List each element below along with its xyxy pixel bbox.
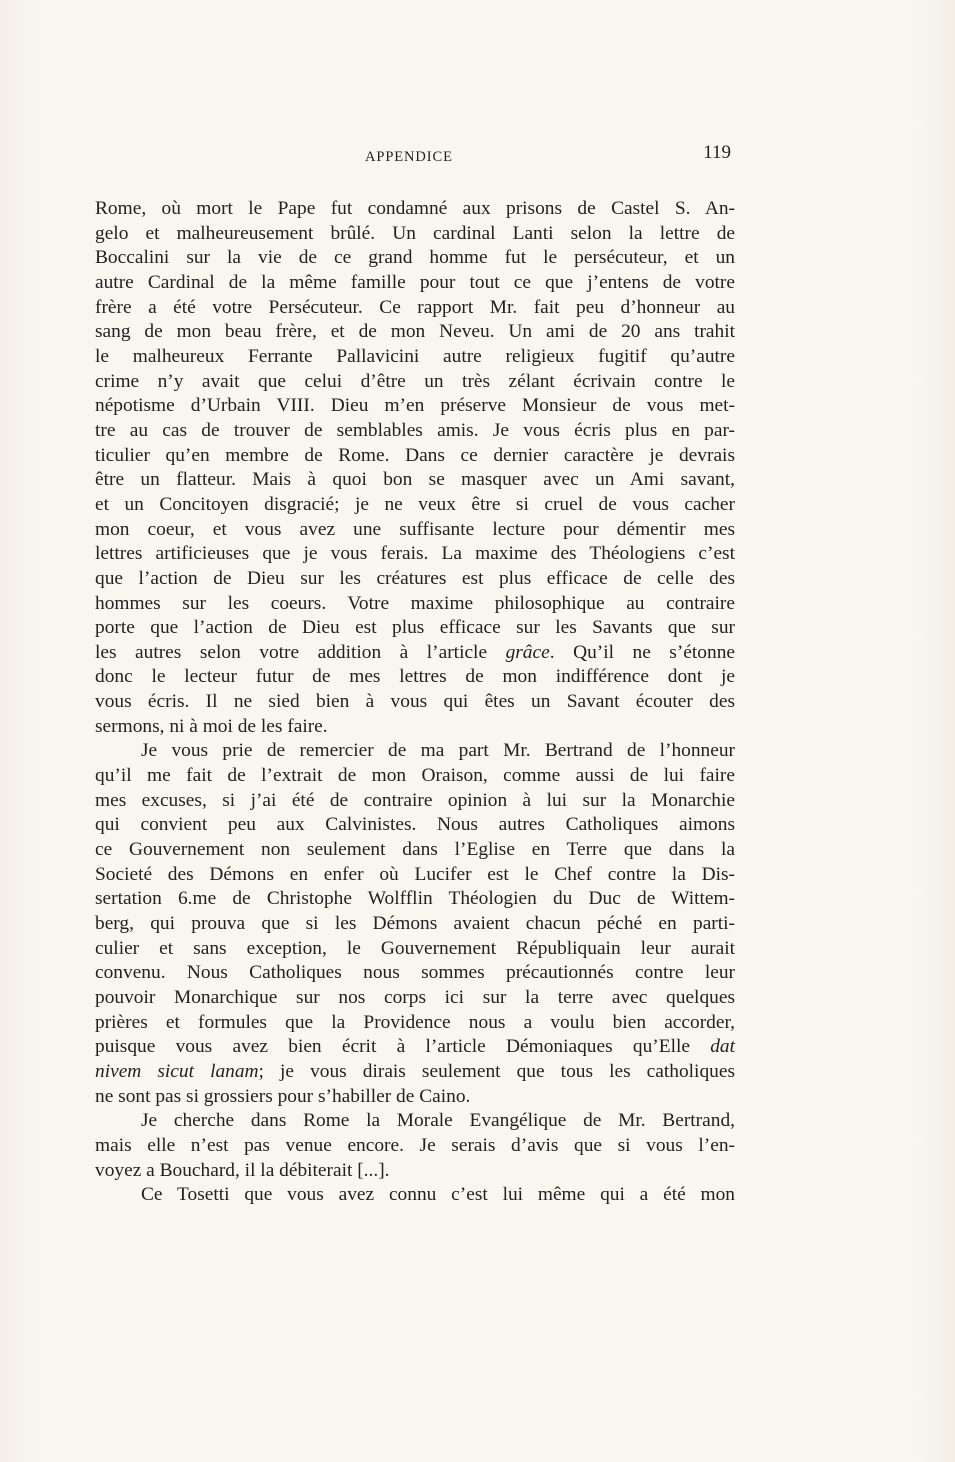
text-line: que l’action de Dieu sur les créatures est plus efficace de celle des: [95, 567, 735, 589]
text-line: ne sont pas si grossiers pour s’habiller de Caino.: [95, 1085, 471, 1107]
text-line: hommes sur les coeurs. Votre maxime philosophique au contraire: [95, 592, 735, 614]
text-line: être un flatteur. Mais à quoi bon se masquer avec un Ami savant,: [95, 469, 735, 491]
text-line: népotisme d’Urbain VIII. Dieu m’en préserve Monsieur de vous met-: [95, 395, 735, 417]
text-line: ticulier qu’en membre de Rome. Dans ce dernier caractère je devrais: [95, 444, 735, 466]
text-line: lettres artificieuses que je vous ferais. La maxime des Théologiens c’est: [95, 543, 735, 565]
text-line: sang de mon beau frère, et de mon Neveu. Un ami de 20 ans trahit: [95, 321, 735, 343]
text-line: vous écris. Il ne sied bien à vous qui êtes un Savant écouter des: [95, 691, 735, 713]
text-line: puisque vous avez bien écrit à l’article Démoniaques qu’Elle dat: [95, 1036, 735, 1058]
text-line: autre Cardinal de la même famille pour tout ce que j’entens de votre: [95, 271, 735, 293]
text-line: mon coeur, et vous avez une suffisante lecture pour démentir mes: [95, 518, 735, 540]
text-line: donc le lecteur futur de mes lettres de mon indifférence dont je: [95, 666, 735, 688]
text-line: pouvoir Monarchique sur nos corps ici sur la terre avec quelques: [95, 987, 735, 1008]
text-line: mais elle n’est pas venue encore. Je serais d’avis que si vous l’en-: [95, 1134, 735, 1156]
text-line: convenu. Nous Catholiques nous sommes précautionnés contre leur: [95, 962, 735, 984]
text-line: prières et formules que la Providence nous a voulu bien accorder,: [95, 1011, 735, 1033]
text-line: ce Gouvernement non seulement dans l’Eglise en Terre que dans la: [95, 839, 735, 861]
italic-term: nivem sicut lanam: [95, 1060, 259, 1082]
text-line: voyez a Bouchard, il la débiterait [...].: [95, 1159, 390, 1181]
text-line: qui convient peu aux Calvinistes. Nous autres Catholiques aimons: [95, 814, 735, 836]
running-header: [95, 142, 735, 172]
text-line: crime n’y avait que celui d’être un très zélant écrivain contre le: [95, 370, 735, 392]
text-line: sertation 6.me de Christophe Wolfflin Théologien du Duc de Wittem-: [95, 888, 735, 910]
text-line: gelo et malheureusement brûlé. Un cardinal Lanti selon la lettre de: [95, 222, 735, 244]
text-line: Rome, où mort le Pape fut condamné aux prisons de Castel S. An-: [95, 198, 735, 219]
page-number: 119: [703, 142, 731, 163]
text-line: tre au cas de trouver de semblables amis. Je vous écris plus en par-: [95, 419, 735, 441]
text-line: porte que l’action de Dieu est plus efficace sur les Savants que sur: [95, 617, 735, 639]
text-line: Je vous prie de remercier de ma part Mr. Bertrand de l’honneur: [141, 740, 735, 762]
text-line: et un Concitoyen disgracié; je ne veux être si cruel de vous cacher: [95, 493, 735, 515]
text-line: Boccalini sur la vie de ce grand homme fut le persécuteur, et un: [95, 247, 735, 269]
body-text: [95, 197, 735, 1208]
running-title: APPENDICE: [365, 149, 453, 165]
text-line: qu’il me fait de l’extrait de mon Oraison, comme aussi de lui faire: [95, 765, 735, 787]
text-line: Je cherche dans Rome la Morale Evangélique de Mr. Bertrand,: [141, 1110, 735, 1132]
text-line: Ce Tosetti que vous avez connu c’est lui même qui a été mon: [141, 1184, 735, 1206]
text-line: Societé des Démons en enfer où Lucifer est le Chef contre la Dis-: [95, 863, 735, 885]
text-line: mes excuses, si j’ai été de contraire opinion à lui sur la Monarchie: [95, 789, 735, 811]
text-line: culier et sans exception, le Gouvernement Républiquain leur aurait: [95, 937, 735, 959]
text-line: les autres selon votre addition à l’article grâce. Qu’il ne s’étonne: [95, 641, 735, 663]
italic-term: dat: [710, 1036, 735, 1058]
text-line: le malheureux Ferrante Pallavicini autre religieux fugitif qu’autre: [95, 345, 735, 367]
text-line: frère a été votre Persécuteur. Ce rapport Mr. fait peu d’honneur au: [95, 296, 735, 318]
italic-term: grâce: [505, 641, 550, 663]
text-line: nivem sicut lanam; je vous dirais seulement que tous les catholiques: [95, 1060, 735, 1082]
text-line: berg, qui prouva que si les Démons avaient chacun péché en parti-: [95, 913, 735, 935]
text-line: sermons, ni à moi de les faire.: [95, 715, 328, 737]
